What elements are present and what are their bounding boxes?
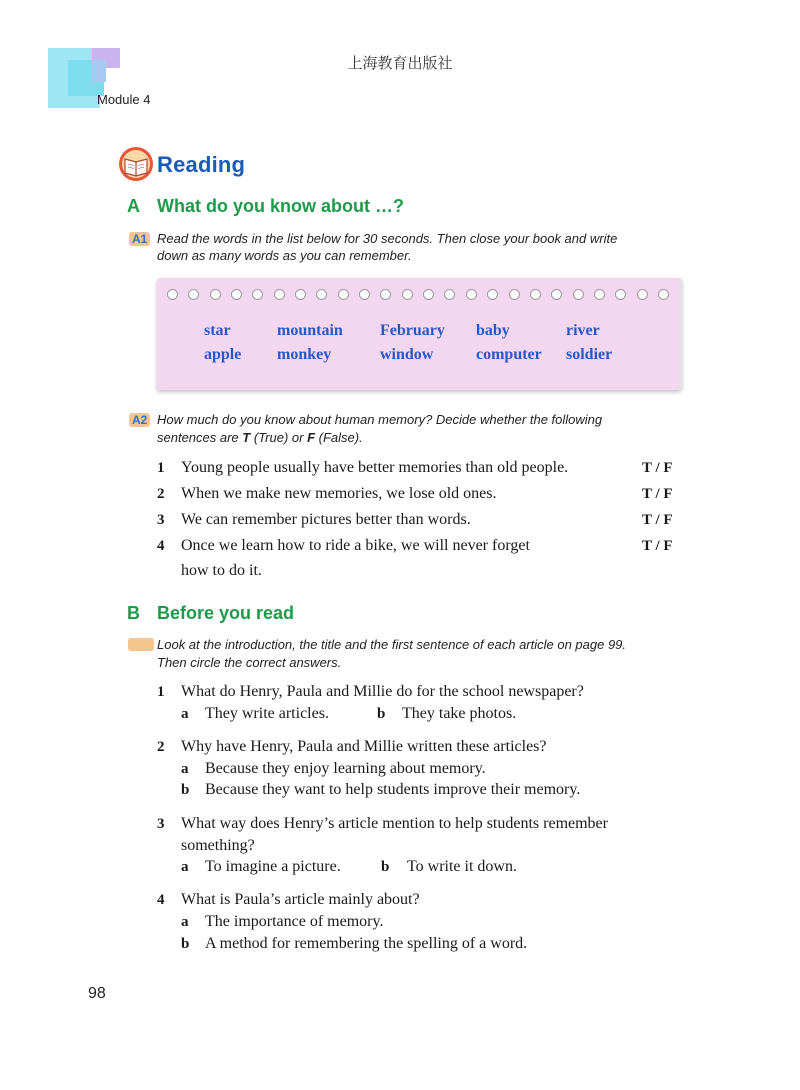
page-number: 98 bbox=[88, 985, 106, 1002]
true-false-choice[interactable]: T / F bbox=[642, 538, 673, 554]
module-label: Module 4 bbox=[97, 92, 151, 107]
option-text[interactable]: The importance of memory. bbox=[205, 913, 384, 930]
option-letter[interactable]: b bbox=[381, 859, 390, 875]
word-item: mountain bbox=[277, 322, 343, 339]
word-item: monkey bbox=[277, 346, 332, 363]
option-letter[interactable]: b bbox=[181, 782, 190, 798]
reading-heading: Reading bbox=[157, 152, 246, 177]
a2-instruction-line1: How much do you know about human memory? Decide whether the following bbox=[157, 412, 603, 427]
true-false-choice[interactable]: T / F bbox=[642, 486, 673, 502]
word-item: February bbox=[380, 322, 445, 339]
question-text: Why have Henry, Paula and Millie written these articles? bbox=[181, 738, 547, 755]
a1-tag: A1 bbox=[129, 232, 150, 246]
word-item: soldier bbox=[566, 346, 613, 363]
question-number: 4 bbox=[157, 892, 165, 908]
a1-instruction-line2: down as many words as you can remember. bbox=[157, 248, 412, 263]
question-number: 1 bbox=[157, 684, 165, 700]
statement-text: Young people usually have better memories than old people. bbox=[181, 459, 569, 476]
question-text-continued: something? bbox=[181, 837, 255, 854]
true-false-choice[interactable]: T / F bbox=[642, 460, 673, 476]
word-item: window bbox=[380, 346, 434, 363]
option-text[interactable]: They take photos. bbox=[402, 705, 517, 722]
word-item: computer bbox=[476, 346, 542, 363]
question-text: What do Henry, Paula and Millie do for the school newspaper? bbox=[181, 683, 584, 700]
word-item: baby bbox=[476, 322, 510, 339]
option-letter[interactable]: a bbox=[181, 706, 189, 722]
publisher-name: 上海教育出版社 bbox=[347, 54, 453, 72]
question-number: 3 bbox=[157, 816, 165, 832]
a2-tag: A2 bbox=[129, 413, 150, 427]
option-letter[interactable]: a bbox=[181, 761, 189, 777]
section-a-title: What do you know about …? bbox=[157, 196, 404, 216]
option-letter[interactable]: b bbox=[377, 706, 386, 722]
statement-text-continued: how to do it. bbox=[181, 562, 262, 579]
book-icon bbox=[118, 146, 154, 182]
option-letter[interactable]: b bbox=[181, 936, 190, 952]
word-item: apple bbox=[204, 346, 242, 363]
statement-number: 3 bbox=[157, 512, 165, 528]
true-false-choice[interactable]: T / F bbox=[642, 512, 673, 528]
statement-text: When we make new memories, we lose old ones. bbox=[181, 485, 497, 502]
statement-text: Once we learn how to ride a bike, we will never forget bbox=[181, 537, 530, 554]
option-letter[interactable]: a bbox=[181, 914, 189, 930]
option-text[interactable]: To imagine a picture. bbox=[205, 858, 341, 875]
statement-number: 1 bbox=[157, 460, 165, 476]
section-b-letter: B bbox=[127, 603, 140, 623]
statement-text: We can remember pictures better than words. bbox=[181, 511, 471, 528]
word-item: star bbox=[204, 322, 231, 339]
b-instruction-line2: Then circle the correct answers. bbox=[157, 655, 342, 670]
option-text[interactable]: A method for remembering the spelling of a word. bbox=[205, 935, 528, 952]
b-instruction-line1: Look at the introduction, the title and the first sentence of each article on page 99. bbox=[157, 637, 627, 652]
statement-number: 4 bbox=[157, 538, 165, 554]
option-text[interactable]: Because they enjoy learning about memory. bbox=[205, 760, 486, 777]
option-text[interactable]: They write articles. bbox=[205, 705, 329, 722]
section-b-tag bbox=[128, 638, 154, 651]
question-text: What is Paula’s article mainly about? bbox=[181, 891, 420, 908]
notepad-spiral-holes bbox=[167, 289, 669, 300]
section-b-title: Before you read bbox=[157, 603, 295, 623]
word-item: river bbox=[566, 322, 600, 339]
a2-instruction-line2: sentences are T (True) or F (False). bbox=[157, 430, 363, 445]
question-number: 2 bbox=[157, 739, 165, 755]
section-a-letter: A bbox=[127, 196, 140, 216]
statement-number: 2 bbox=[157, 486, 165, 502]
option-text[interactable]: To write it down. bbox=[407, 858, 517, 875]
question-text: What way does Henry’s article mention to help students remember bbox=[181, 815, 608, 832]
option-letter[interactable]: a bbox=[181, 859, 189, 875]
option-text[interactable]: Because they want to help students improve their memory. bbox=[205, 781, 581, 798]
a1-instruction-line1: Read the words in the list below for 30 seconds. Then close your book and write bbox=[157, 231, 618, 246]
